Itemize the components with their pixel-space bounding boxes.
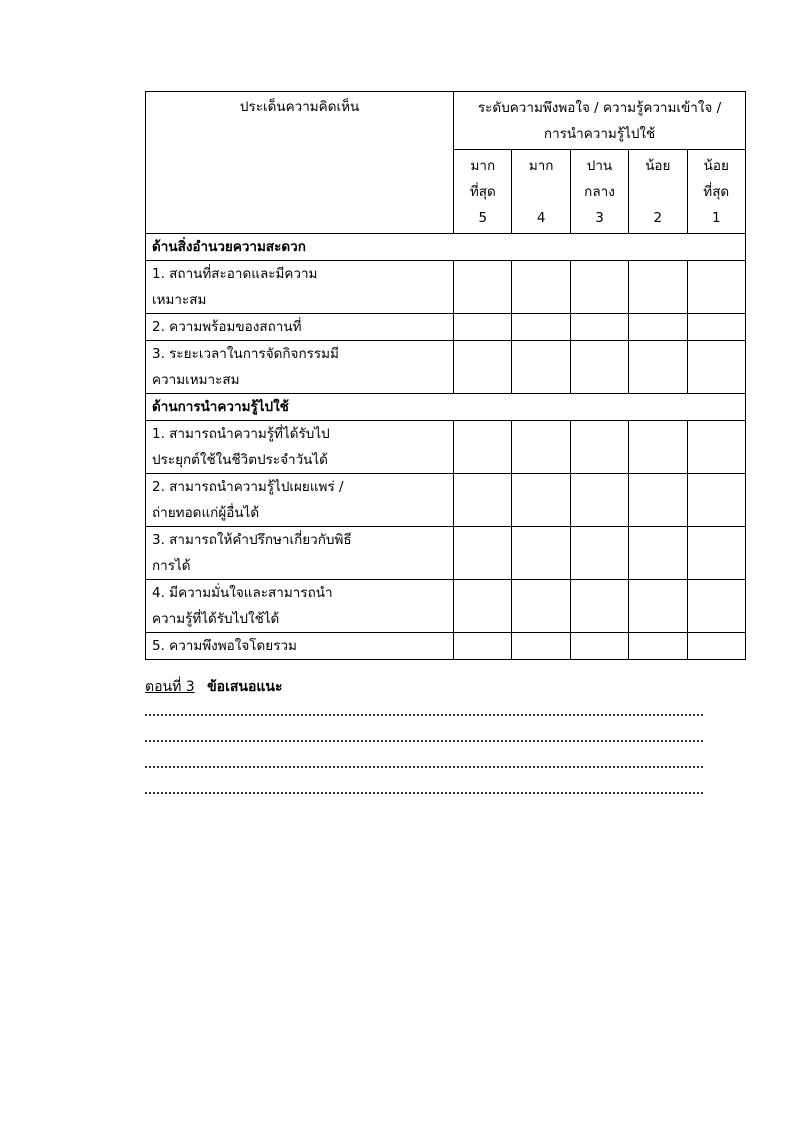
rating-cell-5[interactable] <box>454 421 512 474</box>
rating-cell-5[interactable] <box>454 527 512 580</box>
table-row <box>146 314 746 341</box>
rating-cell-2[interactable] <box>629 633 687 660</box>
rating-cell-1[interactable] <box>687 474 746 527</box>
item-cell <box>146 261 454 314</box>
level-header-4 <box>512 150 570 234</box>
item-cell <box>146 633 454 660</box>
rating-cell-4[interactable] <box>512 421 570 474</box>
item-text-line2: ความเหมาะสม <box>152 372 240 388</box>
scale-header-line1: ระดับความพึงพอใจ / ความรู้ความเข้าใจ / <box>477 100 722 116</box>
table-row <box>146 261 746 314</box>
rating-cell-3[interactable] <box>570 633 628 660</box>
item-text-line1: 3. ระยะเวลาในการจัดกิจกรรมมี <box>152 346 339 362</box>
level-label-line2: ที่สุด <box>469 184 496 200</box>
table-row <box>146 527 746 580</box>
level-header-3 <box>570 150 628 234</box>
rating-cell-3[interactable] <box>570 314 628 341</box>
level-label-line2: กลาง <box>584 184 615 200</box>
rating-cell-3[interactable] <box>570 261 628 314</box>
rating-cell-2[interactable] <box>629 421 687 474</box>
level-label-line1: น้อย <box>703 158 729 174</box>
item-cell <box>146 580 454 633</box>
item-cell <box>146 421 454 474</box>
level-label-line1: มาก <box>528 158 554 174</box>
topic-header-text: ประเด็นความคิดเห็น <box>239 99 360 115</box>
rating-cell-1[interactable] <box>687 421 746 474</box>
level-label-line1: น้อย <box>645 158 671 174</box>
level-label-line1: มาก <box>470 158 496 174</box>
rating-cell-2[interactable] <box>629 527 687 580</box>
part3-title: ข้อเสนอแนะ <box>207 679 283 695</box>
suggestion-line-4[interactable] <box>145 790 703 794</box>
table-row <box>146 580 746 633</box>
section-title: ด้านสิ่งอำนวยความสะดวก <box>146 234 746 261</box>
level-label-line1: ปาน <box>586 158 613 174</box>
level-header-2 <box>629 150 687 234</box>
part3-heading <box>145 676 283 698</box>
item-text-line1: 5. ความพึงพอใจโดยรวม <box>152 638 297 654</box>
scale-header-line2: การนำความรู้ไปใช้ <box>543 126 656 142</box>
item-text-line2: ความรู้ที่ได้รับไปใช้ได้ <box>152 611 280 627</box>
rating-cell-4[interactable] <box>512 474 570 527</box>
rating-cell-3[interactable] <box>570 341 628 394</box>
item-text-line2: เหมาะสม <box>152 292 207 308</box>
rating-cell-4[interactable] <box>512 341 570 394</box>
rating-cell-5[interactable] <box>454 580 512 633</box>
level-number: 5 <box>478 210 488 226</box>
rating-cell-1[interactable] <box>687 527 746 580</box>
level-number: 2 <box>653 210 663 226</box>
topic-column-header <box>146 92 454 234</box>
rating-cell-5[interactable] <box>454 633 512 660</box>
item-cell <box>146 527 454 580</box>
rating-cell-3[interactable] <box>570 580 628 633</box>
level-number: 3 <box>595 210 604 226</box>
table-row <box>146 341 746 394</box>
section-row-knowledge-use <box>146 394 746 421</box>
rating-cell-4[interactable] <box>512 314 570 341</box>
level-label-spacer <box>631 179 684 205</box>
rating-cell-1[interactable] <box>687 580 746 633</box>
item-cell <box>146 314 454 341</box>
level-number: 1 <box>711 210 721 226</box>
rating-cell-1[interactable] <box>687 633 746 660</box>
rating-cell-5[interactable] <box>454 341 512 394</box>
item-text-line1: 2. ความพร้อมของสถานที่ <box>152 319 302 335</box>
rating-cell-3[interactable] <box>570 527 628 580</box>
satisfaction-survey-table <box>145 91 746 660</box>
table-row <box>146 421 746 474</box>
level-label-line2: ที่สุด <box>703 184 730 200</box>
rating-cell-2[interactable] <box>629 580 687 633</box>
item-text-line1: 1. สถานที่สะอาดและมีความ <box>152 266 318 282</box>
section-title: ด้านการนำความรู้ไปใช้ <box>146 394 746 421</box>
item-text-line1: 2. สามารถนำความรู้ไปเผยแพร่ / <box>152 479 344 495</box>
level-number: 4 <box>536 210 546 226</box>
scale-column-header <box>454 92 746 150</box>
rating-cell-1[interactable] <box>687 341 746 394</box>
item-text-line2: ประยุกต์ใช้ในชีวิตประจำวันได้ <box>152 452 328 468</box>
rating-cell-4[interactable] <box>512 527 570 580</box>
table-header-row <box>146 92 746 150</box>
item-text-line1: 4. มีความมั่นใจและสามารถนำ <box>152 585 333 601</box>
rating-cell-2[interactable] <box>629 261 687 314</box>
rating-cell-3[interactable] <box>570 474 628 527</box>
suggestion-line-2[interactable] <box>145 738 703 742</box>
section-row-facilities <box>146 234 746 261</box>
rating-cell-3[interactable] <box>570 421 628 474</box>
table-row <box>146 474 746 527</box>
rating-cell-5[interactable] <box>454 314 512 341</box>
suggestion-line-3[interactable] <box>145 764 703 768</box>
rating-cell-1[interactable] <box>687 261 746 314</box>
rating-cell-2[interactable] <box>629 341 687 394</box>
rating-cell-5[interactable] <box>454 261 512 314</box>
item-text-line1: 3. สามารถให้คำปรึกษาเกี่ยวกับพิธี <box>152 532 352 548</box>
item-cell <box>146 341 454 394</box>
suggestion-line-1[interactable] <box>145 712 703 716</box>
item-cell <box>146 474 454 527</box>
part3-label: ตอนที่ 3 <box>145 679 195 695</box>
level-header-1 <box>687 150 746 234</box>
level-label-spacer <box>514 179 567 205</box>
item-text-line2: การได้ <box>152 558 191 574</box>
level-header-5 <box>454 150 512 234</box>
rating-cell-5[interactable] <box>454 474 512 527</box>
item-text-line1: 1. สามารถนำความรู้ที่ได้รับไป <box>152 426 330 442</box>
rating-cell-2[interactable] <box>629 314 687 341</box>
rating-cell-1[interactable] <box>687 314 746 341</box>
rating-cell-4[interactable] <box>512 261 570 314</box>
item-text-line2: ถ่ายทอดแก่ผู้อื่นได้ <box>152 505 260 521</box>
rating-cell-4[interactable] <box>512 580 570 633</box>
table-row <box>146 633 746 660</box>
rating-cell-4[interactable] <box>512 633 570 660</box>
rating-cell-2[interactable] <box>629 474 687 527</box>
